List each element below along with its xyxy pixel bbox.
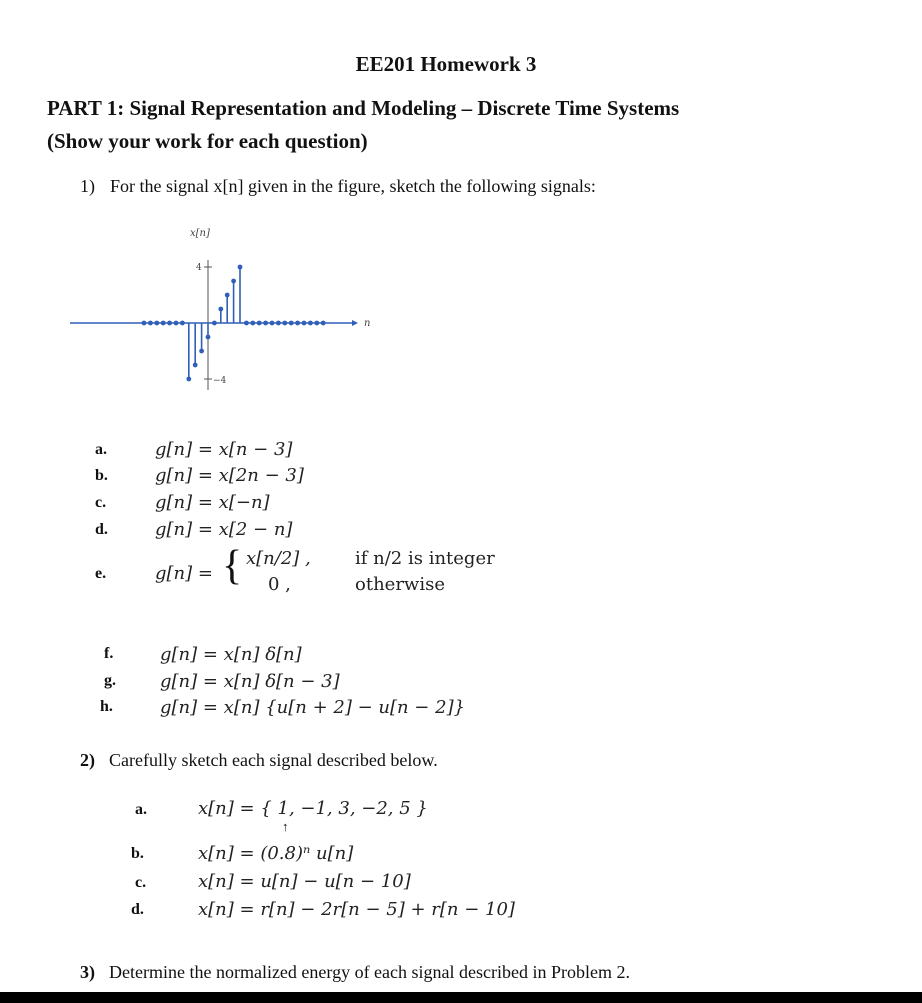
stem-point bbox=[174, 321, 179, 326]
stem-point bbox=[199, 349, 204, 354]
q1-item-a-label: a. bbox=[95, 441, 107, 458]
y-tick-label-neg: −4 bbox=[213, 376, 227, 386]
signal-stem-plot bbox=[60, 222, 390, 397]
q1-item-f-expr: g[n] = x[n] δ[n] bbox=[160, 644, 302, 665]
stem-point bbox=[302, 321, 307, 326]
q1-item-b-label: b. bbox=[95, 467, 108, 484]
y-tick-label-pos: 4 bbox=[196, 263, 202, 273]
page-title: EE201 Homework 3 bbox=[355, 52, 537, 76]
stem-point bbox=[244, 321, 249, 326]
q1-item-b-expr: g[n] = x[2n − 3] bbox=[155, 465, 304, 486]
stem-point bbox=[238, 265, 243, 270]
q1-item-c-expr: g[n] = x[−n] bbox=[155, 492, 270, 513]
piecewise-brace: { bbox=[222, 543, 243, 589]
stem-point bbox=[142, 321, 147, 326]
stem-point bbox=[212, 321, 217, 326]
stem-point bbox=[282, 321, 287, 326]
q2-item-d-label: d. bbox=[131, 901, 144, 918]
q2-item-d-expr: x[n] = r[n] − 2r[n − 5] + r[n − 10] bbox=[198, 899, 515, 920]
part-heading: PART 1: Signal Representation and Modeling – Discrete Time Systems bbox=[47, 96, 680, 120]
stem-point bbox=[180, 321, 185, 326]
q1-item-e-case2-cond: otherwise bbox=[355, 574, 445, 595]
stem-point bbox=[218, 307, 223, 312]
q1-item-a-expr: g[n] = x[n − 3] bbox=[155, 439, 293, 460]
stem-point bbox=[321, 321, 326, 326]
q2-item-a-label: a. bbox=[135, 801, 147, 818]
q2-text: Carefully sketch each signal described below. bbox=[109, 750, 438, 770]
stem-point bbox=[206, 335, 211, 340]
x-axis-arrow-icon bbox=[352, 320, 358, 326]
q1-item-d-expr: g[n] = x[2 − n] bbox=[155, 519, 293, 540]
stem-point bbox=[308, 321, 313, 326]
stem-point bbox=[154, 321, 159, 326]
q1-item-c-label: c. bbox=[95, 494, 107, 511]
q1-number: 1) bbox=[80, 176, 95, 196]
q1-item-g-label: g. bbox=[104, 672, 116, 689]
origin-arrow-icon: ↑ bbox=[282, 819, 289, 834]
q2-item-c-expr: x[n] = u[n] − u[n − 10] bbox=[198, 871, 411, 892]
q2-item-c-label: c. bbox=[135, 874, 147, 891]
q2-number: 2) bbox=[80, 750, 95, 770]
q1-item-h-expr: g[n] = x[n] {u[n + 2] − u[n − 2]} bbox=[160, 697, 466, 718]
q1-item-f-label: f. bbox=[104, 645, 114, 662]
stem-point bbox=[257, 321, 262, 326]
stem-plot-layer bbox=[70, 228, 370, 390]
stem-point bbox=[314, 321, 319, 326]
stem-point bbox=[295, 321, 300, 326]
part-subheading: (Show your work for each question) bbox=[47, 129, 368, 153]
q2-item-b-expr: x[n] = (0.8)ⁿ u[n] bbox=[198, 843, 354, 864]
stem-point bbox=[250, 321, 255, 326]
y-axis-label: x[n] bbox=[190, 228, 210, 239]
stem-point bbox=[167, 321, 172, 326]
stem-point bbox=[186, 377, 191, 382]
q1-text: For the signal x[n] given in the figure, sketch the following signals: bbox=[110, 176, 596, 196]
stem-point bbox=[148, 321, 153, 326]
bottom-bar bbox=[0, 992, 922, 1003]
q1-item-e-case1-cond: if n/2 is integer bbox=[355, 548, 495, 569]
q2-item-a-expr: x[n] = { 1, −1, 3, −2, 5 } bbox=[198, 798, 428, 819]
q1-item-e-case1-expr: x[n/2] , bbox=[246, 548, 311, 569]
q1-item-d-label: d. bbox=[95, 521, 108, 538]
stem-point bbox=[263, 321, 268, 326]
q3-number: 3) bbox=[80, 962, 95, 982]
q2-item-b-label: b. bbox=[131, 845, 144, 862]
stem-point bbox=[270, 321, 275, 326]
q1-item-e-label: e. bbox=[95, 565, 107, 582]
stem-point bbox=[193, 363, 198, 368]
stem-point bbox=[225, 293, 230, 298]
stem-point bbox=[289, 321, 294, 326]
q1-item-e-lhs: g[n] = bbox=[155, 563, 213, 584]
q3-text: Determine the normalized energy of each signal described in Problem 2. bbox=[109, 962, 630, 982]
x-axis-label: n bbox=[364, 318, 371, 329]
q1-item-h-label: h. bbox=[100, 698, 113, 715]
stem-point bbox=[161, 321, 166, 326]
stem-point bbox=[231, 279, 236, 284]
stem-point bbox=[276, 321, 281, 326]
q1-item-e-case2-expr: 0 , bbox=[268, 574, 291, 595]
q1-item-g-expr: g[n] = x[n] δ[n − 3] bbox=[160, 671, 340, 692]
